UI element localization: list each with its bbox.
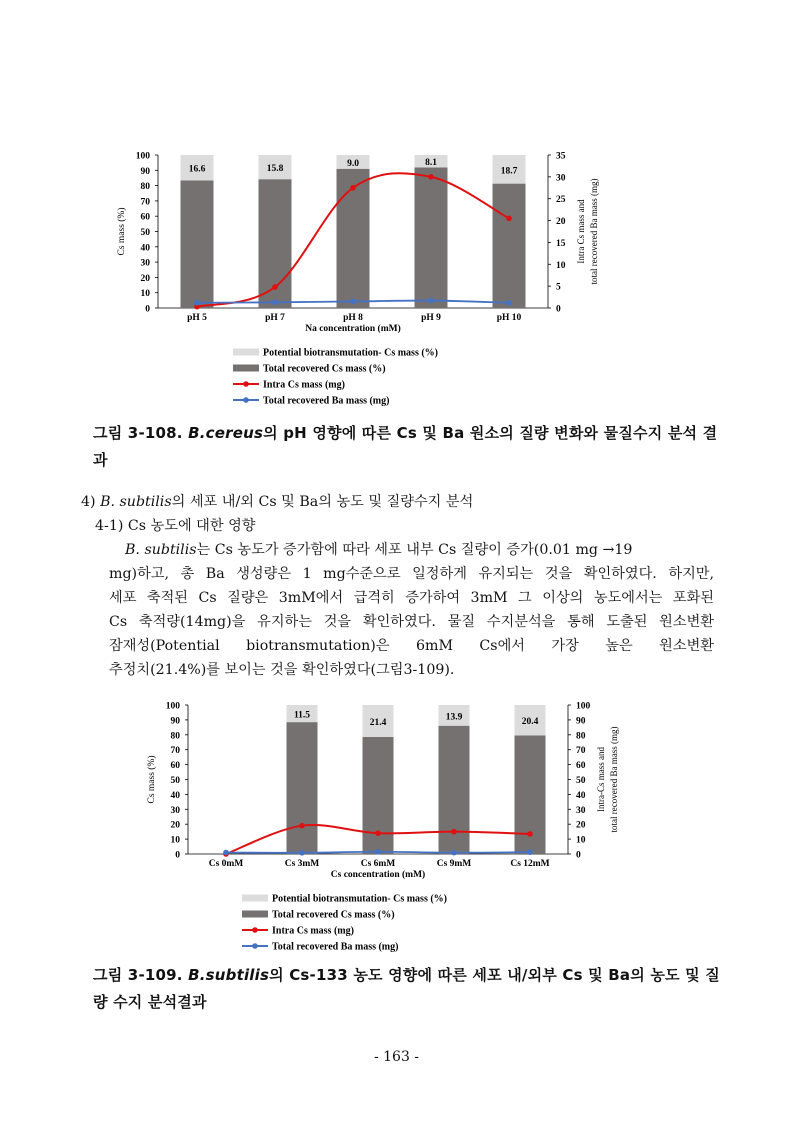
y-right-axis-title: Intra-Cs mass and: [596, 747, 606, 812]
y-axis-title: Cs mass (%): [117, 207, 127, 256]
point-total-ba-mass: [299, 850, 305, 856]
y-right-tick-label: 5: [556, 282, 561, 293]
y-right-tick-label: 100: [576, 701, 591, 712]
point-intra-cs-mass: [299, 823, 305, 829]
x-tick-label: pH 8: [343, 313, 363, 323]
legend-swatch: [242, 895, 268, 902]
section-subheading: 4-1) Cs 농도에 대한 영향: [95, 518, 256, 534]
legend-swatch: [242, 911, 268, 918]
x-tick-label: pH 5: [187, 313, 207, 323]
point-total-ba-mass: [350, 299, 356, 305]
y-right-tick-label: 80: [576, 731, 586, 742]
y-tick-label: 100: [135, 151, 150, 162]
y-tick-label: 30: [170, 805, 180, 816]
body-paragraph: B. subtilis는 Cs 농도가 증가함에 따라 세포 내부 Cs 질량이 증가(0.01 mg →19 mg)하고, 총 Ba 생성량은 1 mg수준으로 일정하게 유지되는 것을 확인하였다. 하지만, 세포 축적된 Cs 질량은 3mM에서 급격히 증가하여 3mM 그 이상의 농도에서는 포화된 Cs 축적량(14mg)을 유지하는 것을 확인하였다. 물질 수지분석을 통해 도출된 원소변환 잠재성(Potential biotransmutation)은 6mM Cs에서 가장 높은 원소변환 추정치(21.4%)를 보이는 것을 확인하였다(그림3-109).: [109, 542, 714, 678]
x-tick-label: Cs 9mM: [436, 859, 472, 869]
point-total-ba-mass: [272, 300, 278, 306]
y-right-tick-label: 30: [576, 805, 586, 816]
x-tick-label: Cs 0mM: [208, 859, 244, 869]
point-intra-cs-mass: [272, 284, 278, 290]
y-right-axis-title: Intra Cs mass and: [576, 199, 586, 264]
chart-1-svg: [117, 140, 640, 415]
y-right-tick-label: 10: [556, 260, 566, 271]
caption-text: 의 Cs-133 농도 영향에 따른 세포 내/외부 Cs 및 Ba의 농도 및 질량 수지 분석결과: [93, 966, 720, 1011]
y-tick-label: 20: [140, 273, 150, 284]
y-tick-label: 10: [170, 835, 180, 846]
legend-label: Potential biotransmutation- Cs mass (%): [272, 893, 447, 905]
y-tick-label: 0: [145, 304, 150, 315]
x-tick-label: pH 7: [265, 313, 285, 323]
y-tick-label: 60: [140, 212, 150, 223]
figure-caption-3-108: [93, 420, 723, 474]
point-total-ba-mass: [428, 298, 434, 304]
bar-data-label: 9.0: [347, 158, 359, 169]
y-right-tick-label: 20: [576, 820, 586, 831]
legend-marker: [243, 381, 249, 387]
y-tick-label: 50: [140, 228, 150, 238]
y-tick-label: 40: [140, 243, 150, 254]
bar-data-label: 8.1: [425, 158, 437, 169]
bar-data-label: 11.5: [293, 710, 311, 721]
x-axis-title: Na concentration (mM): [305, 324, 401, 334]
y-tick-label: 90: [170, 716, 180, 727]
chart-bcereus-ph: [117, 140, 640, 415]
y-right-axis-title: total recovered Ba mass (mg): [589, 178, 599, 285]
bar-data-label: 20.4: [521, 717, 539, 728]
section-heading: 4) B. subtilis의 세포 내/외 Cs 및 Ba의 농도 및 질량수지 분석: [81, 494, 474, 510]
x-tick-label: Cs 12mM: [510, 859, 550, 869]
point-total-ba-mass: [194, 300, 200, 306]
caption-prefix: 그림 3-108.: [93, 424, 189, 442]
legend-label: Total recovered Cs mass (%): [263, 363, 386, 375]
bar-total-recovered: [287, 722, 318, 854]
y-right-tick-label: 90: [576, 716, 586, 727]
bar-total-recovered: [363, 737, 394, 854]
point-intra-cs-mass: [506, 216, 512, 222]
legend-label: Intra Cs mass (mg): [263, 379, 345, 391]
y-right-axis-title: total recovered Ba mass (mg): [609, 726, 619, 833]
bar-data-label: 13.9: [445, 712, 463, 723]
y-right-tick-label: 35: [556, 151, 566, 162]
y-tick-label: 50: [170, 776, 180, 786]
y-axis-title: Cs mass (%): [147, 755, 157, 804]
bar-data-label: 18.7: [500, 166, 518, 177]
bar-data-label: 15.8: [266, 164, 284, 175]
bar-data-label: 21.4: [369, 717, 387, 728]
caption-species: B.cereus: [188, 424, 264, 442]
x-tick-label: pH 9: [421, 313, 441, 323]
y-tick-label: 80: [170, 731, 180, 742]
legend-label: Total recovered Ba mass (mg): [263, 395, 390, 407]
chart-bsubtilis-cs: [120, 690, 650, 955]
point-total-ba-mass: [527, 849, 533, 855]
y-right-tick-label: 0: [576, 850, 581, 861]
point-total-ba-mass: [506, 300, 512, 306]
y-right-tick-label: 50: [576, 776, 586, 786]
bar-total-recovered: [439, 726, 470, 854]
y-right-tick-label: 10: [576, 835, 586, 846]
legend-label: Total recovered Cs mass (%): [272, 909, 395, 921]
point-intra-cs-mass: [350, 185, 356, 191]
bar-total-recovered: [415, 167, 448, 308]
y-tick-label: 60: [170, 761, 180, 772]
figure-caption-3-109: [93, 962, 723, 1016]
page-number: - 163 -: [373, 1049, 420, 1065]
y-tick-label: 70: [140, 197, 150, 208]
caption-prefix: 그림 3-109.: [93, 966, 189, 984]
y-tick-label: 10: [140, 289, 150, 300]
y-right-tick-label: 70: [576, 746, 586, 757]
point-total-ba-mass: [375, 849, 381, 855]
x-tick-label: pH 10: [496, 313, 522, 323]
y-right-tick-label: 30: [556, 173, 566, 184]
point-total-ba-mass: [451, 850, 457, 856]
y-tick-label: 80: [140, 182, 150, 193]
legend-label: Total recovered Ba mass (mg): [272, 941, 399, 953]
point-intra-cs-mass: [527, 831, 533, 837]
caption-text: 의 pH 영향에 따른 Cs 및 Ba 원소의 질량 변화와 물질수지 분석 결과: [93, 424, 718, 469]
x-axis-title: Cs concentration (mM): [330, 870, 426, 880]
y-tick-label: 30: [140, 258, 150, 269]
point-intra-cs-mass: [451, 829, 457, 835]
y-right-tick-label: 40: [576, 790, 586, 801]
y-tick-label: 100: [165, 701, 180, 712]
y-right-tick-label: 20: [556, 217, 566, 228]
legend-marker: [243, 397, 249, 403]
y-tick-label: 20: [170, 820, 180, 831]
legend-swatch: [233, 349, 259, 356]
y-tick-label: 0: [175, 850, 180, 861]
point-intra-cs-mass: [375, 830, 381, 836]
legend-label: Potential biotransmutation- Cs mass (%): [263, 347, 438, 359]
y-right-tick-label: 15: [556, 238, 566, 249]
legend-swatch: [233, 365, 259, 372]
x-tick-label: Cs 3mM: [284, 859, 320, 869]
y-right-tick-label: 25: [556, 195, 566, 206]
y-right-tick-label: 60: [576, 761, 586, 772]
legend-marker: [252, 927, 258, 933]
y-tick-label: 40: [170, 790, 180, 801]
caption-species: B.subtilis: [188, 966, 270, 984]
y-right-tick-label: 0: [556, 304, 561, 315]
bar-data-label: 16.6: [188, 164, 206, 175]
bar-total-recovered: [181, 180, 214, 308]
point-total-ba-mass: [223, 850, 229, 856]
x-tick-label: Cs 6mM: [360, 859, 396, 869]
y-tick-label: 70: [170, 746, 180, 757]
point-intra-cs-mass: [428, 174, 434, 180]
bar-total-recovered: [493, 184, 526, 308]
legend-label: Intra Cs mass (mg): [272, 925, 354, 937]
y-tick-label: 90: [140, 166, 150, 177]
legend-marker: [252, 943, 258, 949]
chart-2-svg: [120, 690, 650, 955]
